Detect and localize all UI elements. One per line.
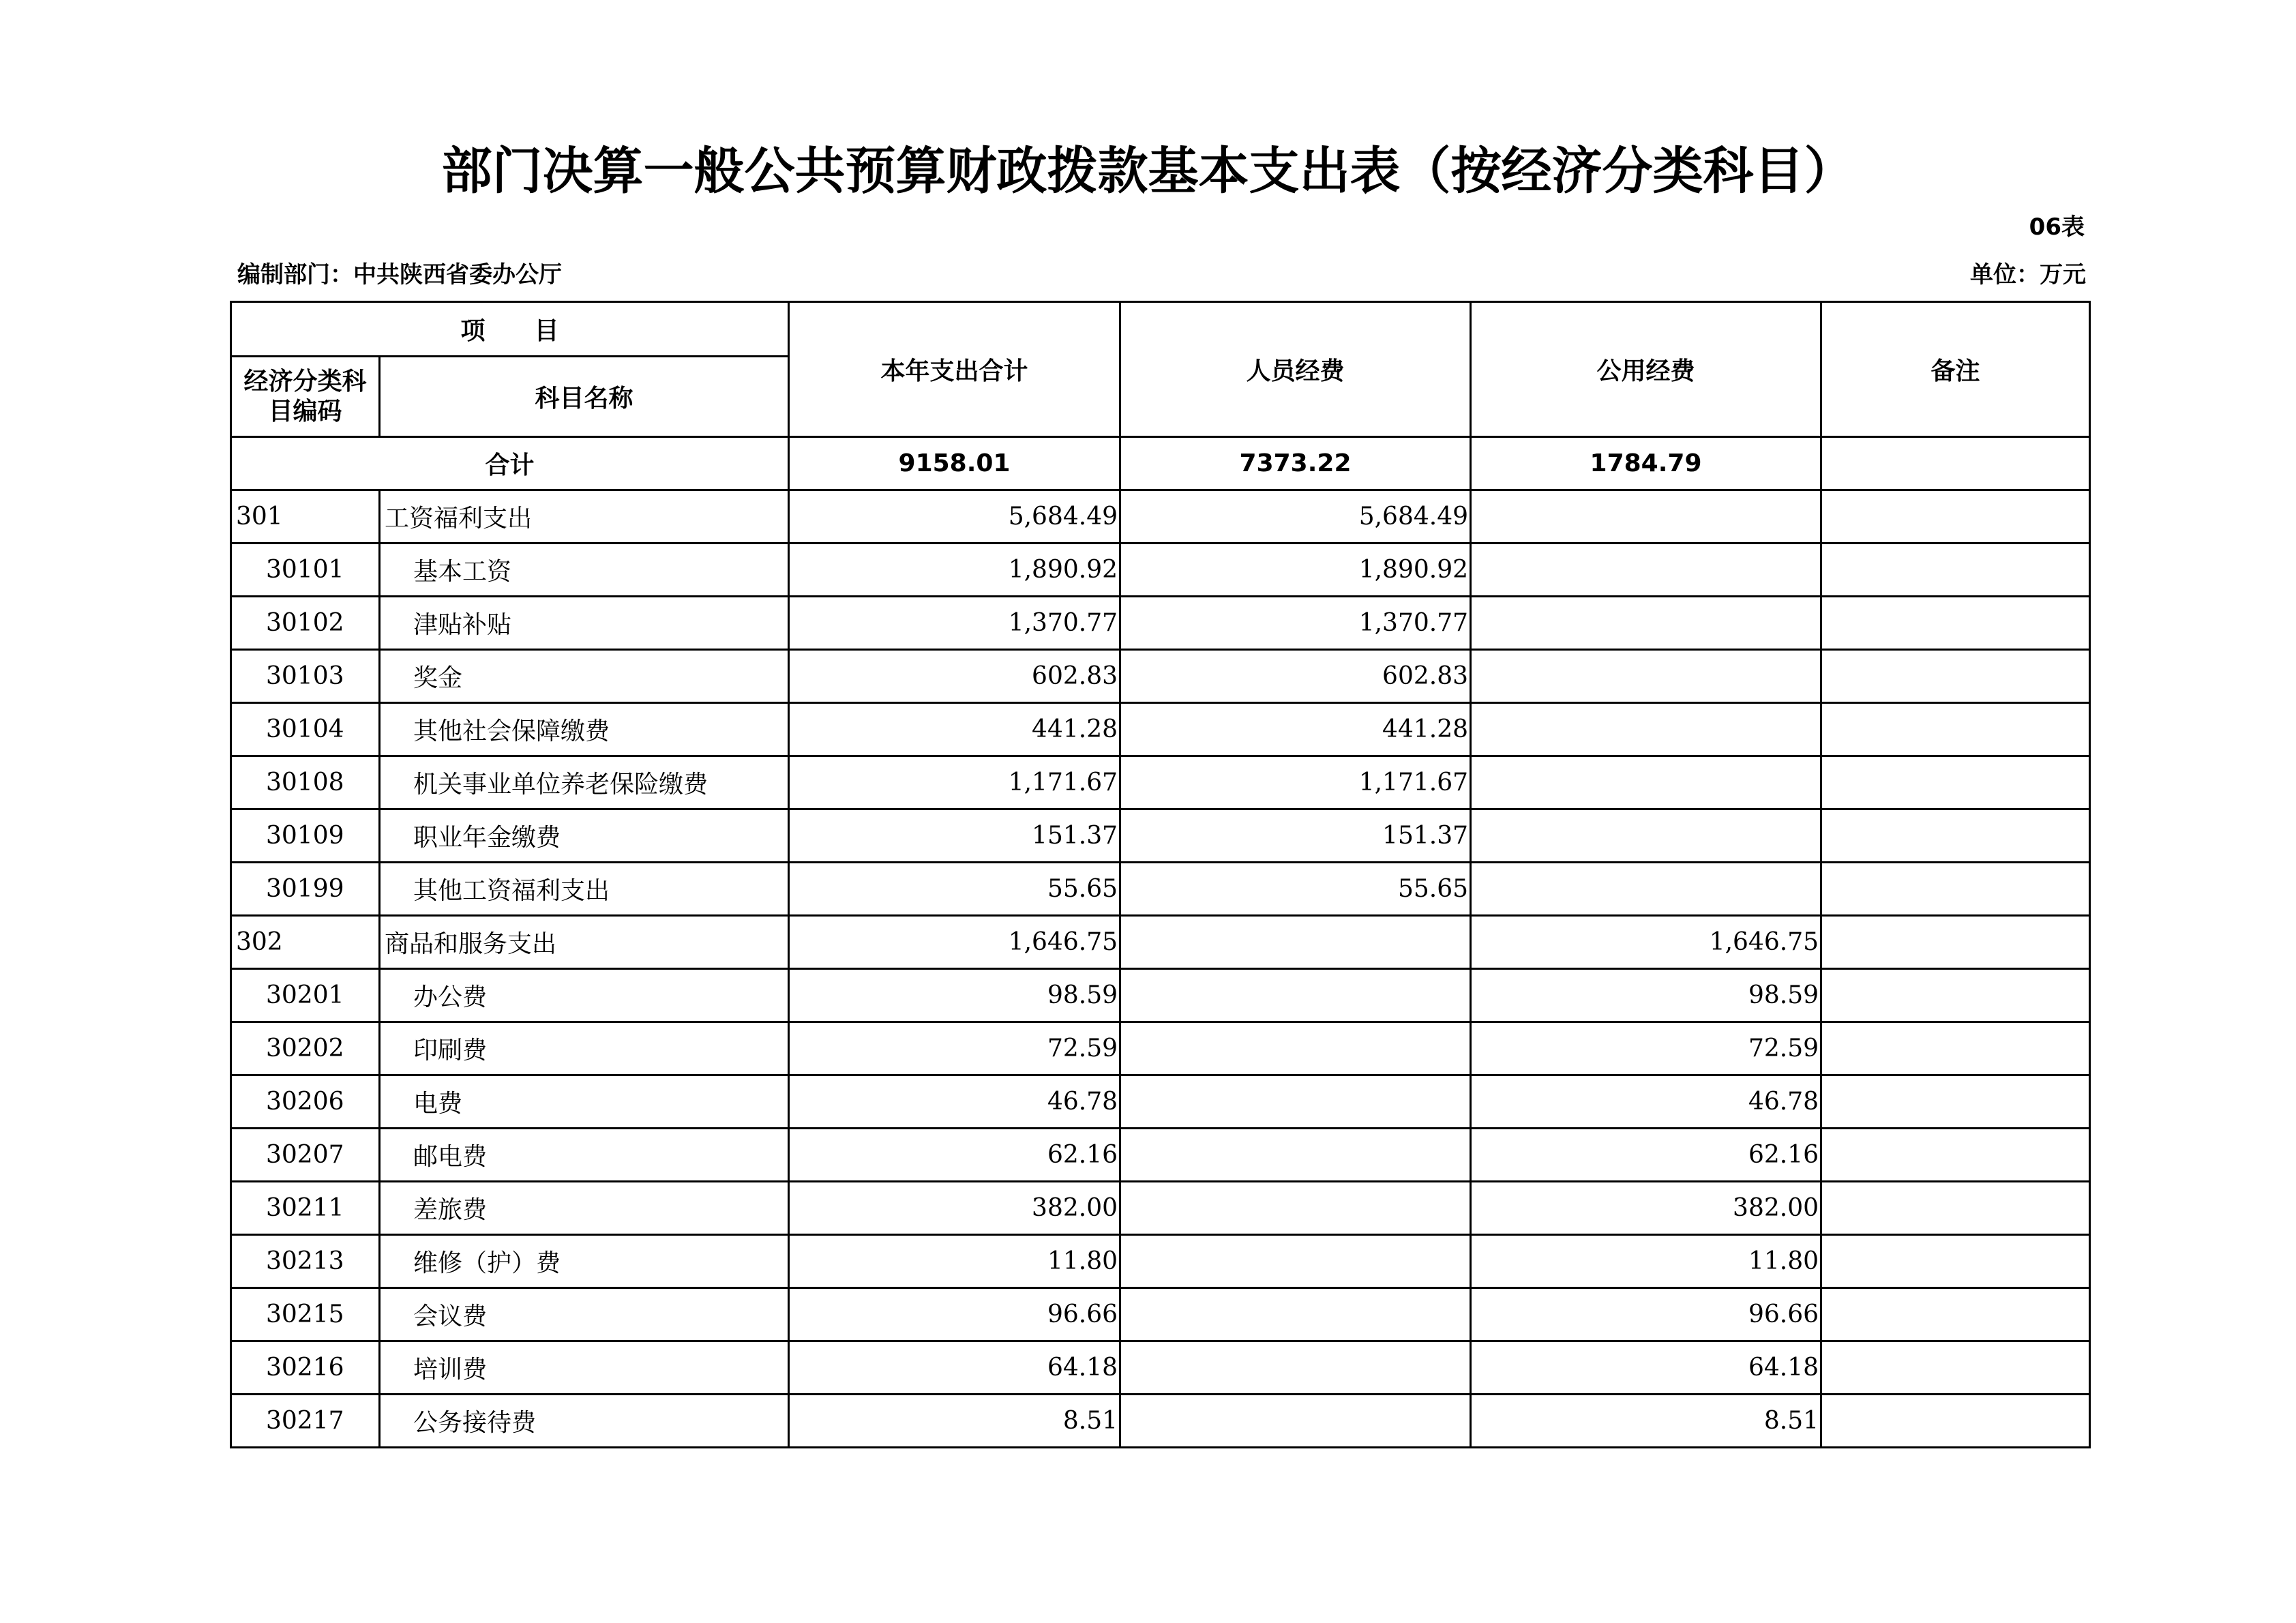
row-code: 30108 — [231, 756, 380, 809]
row-code: 30202 — [231, 1022, 380, 1075]
row-total: 11.80 — [789, 1235, 1120, 1288]
row-code: 301 — [231, 490, 380, 544]
row-public: 64.18 — [1471, 1341, 1821, 1395]
row-public: 11.80 — [1471, 1235, 1821, 1288]
table-row — [231, 703, 2090, 756]
row-code: 30101 — [231, 544, 380, 597]
row-total: 46.78 — [789, 1075, 1120, 1129]
expenditure-table — [230, 301, 2091, 1448]
row-remark — [1821, 1341, 2090, 1395]
row-remark — [1821, 650, 2090, 703]
row-name: 其他社会保障缴费 — [380, 703, 789, 756]
table-row — [231, 863, 2090, 916]
row-personnel: 1,890.92 — [1120, 544, 1471, 597]
row-remark — [1821, 597, 2090, 650]
row-code: 30216 — [231, 1341, 380, 1395]
row-total: 64.18 — [789, 1341, 1120, 1395]
row-total: 8.51 — [789, 1395, 1120, 1448]
row-name: 电费 — [380, 1075, 789, 1129]
total-personnel: 7373.22 — [1120, 437, 1471, 490]
row-personnel — [1120, 1288, 1471, 1341]
row-public: 98.59 — [1471, 969, 1821, 1022]
row-public — [1471, 863, 1821, 916]
row-public: 46.78 — [1471, 1075, 1821, 1129]
row-personnel — [1120, 916, 1471, 969]
header-personnel: 人员经费 — [1120, 302, 1471, 437]
row-name: 职业年金缴费 — [380, 809, 789, 863]
table-row — [231, 1182, 2090, 1235]
row-total: 602.83 — [789, 650, 1120, 703]
row-code: 30206 — [231, 1075, 380, 1129]
row-total: 55.65 — [789, 863, 1120, 916]
row-name: 津贴补贴 — [380, 597, 789, 650]
row-remark — [1821, 1288, 2090, 1341]
table-row — [231, 1075, 2090, 1129]
row-public — [1471, 809, 1821, 863]
row-personnel — [1120, 1395, 1471, 1448]
row-name: 基本工资 — [380, 544, 789, 597]
row-name: 维修（护）费 — [380, 1235, 789, 1288]
table-row — [231, 597, 2090, 650]
table-row — [231, 1235, 2090, 1288]
row-public: 1,646.75 — [1471, 916, 1821, 969]
row-name: 培训费 — [380, 1341, 789, 1395]
row-total: 62.16 — [789, 1129, 1120, 1182]
total-row — [231, 437, 2090, 490]
total-label: 合计 — [231, 437, 789, 490]
row-personnel — [1120, 1022, 1471, 1075]
table-number: 06表 — [2029, 213, 2085, 241]
row-public — [1471, 650, 1821, 703]
row-name: 商品和服务支出 — [380, 916, 789, 969]
row-remark — [1821, 1129, 2090, 1182]
row-personnel: 5,684.49 — [1120, 490, 1471, 544]
table-row — [231, 544, 2090, 597]
row-code: 30211 — [231, 1182, 380, 1235]
row-personnel: 441.28 — [1120, 703, 1471, 756]
row-remark — [1821, 1395, 2090, 1448]
row-name: 工资福利支出 — [380, 490, 789, 544]
row-code: 30103 — [231, 650, 380, 703]
row-public — [1471, 544, 1821, 597]
header-project: 项 目 — [231, 302, 789, 357]
row-code: 30104 — [231, 703, 380, 756]
row-total: 1,171.67 — [789, 756, 1120, 809]
row-personnel: 602.83 — [1120, 650, 1471, 703]
table-row — [231, 1129, 2090, 1182]
row-personnel: 55.65 — [1120, 863, 1471, 916]
department-label: 编制部门：中共陕西省委办公厅 — [237, 261, 562, 288]
row-code: 302 — [231, 916, 380, 969]
total-public: 1784.79 — [1471, 437, 1821, 490]
row-total: 96.66 — [789, 1288, 1120, 1341]
table-row — [231, 756, 2090, 809]
row-remark — [1821, 1235, 2090, 1288]
table-row — [231, 916, 2090, 969]
row-public — [1471, 703, 1821, 756]
row-total: 1,370.77 — [789, 597, 1120, 650]
row-name: 奖金 — [380, 650, 789, 703]
table-row — [231, 1395, 2090, 1448]
row-personnel — [1120, 1341, 1471, 1395]
total-sum: 9158.01 — [789, 437, 1120, 490]
row-public: 62.16 — [1471, 1129, 1821, 1182]
row-personnel: 1,370.77 — [1120, 597, 1471, 650]
table-row — [231, 490, 2090, 544]
unit-label: 单位：万元 — [1970, 261, 2086, 288]
row-remark — [1821, 863, 2090, 916]
row-personnel — [1120, 1235, 1471, 1288]
row-code: 30201 — [231, 969, 380, 1022]
row-name: 印刷费 — [380, 1022, 789, 1075]
row-total: 1,890.92 — [789, 544, 1120, 597]
row-code: 30199 — [231, 863, 380, 916]
row-name: 其他工资福利支出 — [380, 863, 789, 916]
row-code: 30102 — [231, 597, 380, 650]
row-code: 30207 — [231, 1129, 380, 1182]
row-name: 机关事业单位养老保险缴费 — [380, 756, 789, 809]
row-remark — [1821, 490, 2090, 544]
row-code: 30215 — [231, 1288, 380, 1341]
row-personnel — [1120, 969, 1471, 1022]
row-name: 邮电费 — [380, 1129, 789, 1182]
row-total: 441.28 — [789, 703, 1120, 756]
header-code: 经济分类科目编码 — [231, 357, 380, 437]
row-name: 会议费 — [380, 1288, 789, 1341]
row-public: 96.66 — [1471, 1288, 1821, 1341]
row-remark — [1821, 703, 2090, 756]
table-row — [231, 1341, 2090, 1395]
header-name: 科目名称 — [380, 357, 789, 437]
row-remark — [1821, 809, 2090, 863]
row-personnel — [1120, 1075, 1471, 1129]
row-code: 30213 — [231, 1235, 380, 1288]
header-remark: 备注 — [1821, 302, 2090, 437]
table-row — [231, 809, 2090, 863]
row-personnel: 151.37 — [1120, 809, 1471, 863]
row-total: 382.00 — [789, 1182, 1120, 1235]
page-title: 部门决算一般公共预算财政拨款基本支出表（按经济分类科目） — [441, 142, 1855, 200]
row-public — [1471, 597, 1821, 650]
row-public: 382.00 — [1471, 1182, 1821, 1235]
table-row — [231, 1288, 2090, 1341]
row-public — [1471, 756, 1821, 809]
total-remark — [1821, 437, 2090, 490]
row-total: 151.37 — [789, 809, 1120, 863]
row-name: 办公费 — [380, 969, 789, 1022]
row-code: 30109 — [231, 809, 380, 863]
row-public: 8.51 — [1471, 1395, 1821, 1448]
row-total: 72.59 — [789, 1022, 1120, 1075]
row-remark — [1821, 544, 2090, 597]
row-public: 72.59 — [1471, 1022, 1821, 1075]
row-name: 公务接待费 — [380, 1395, 789, 1448]
row-code: 30217 — [231, 1395, 380, 1448]
row-personnel — [1120, 1182, 1471, 1235]
header-public: 公用经费 — [1471, 302, 1821, 437]
table-row — [231, 969, 2090, 1022]
row-personnel: 1,171.67 — [1120, 756, 1471, 809]
table-row — [231, 1022, 2090, 1075]
row-remark — [1821, 1075, 2090, 1129]
header-total: 本年支出合计 — [789, 302, 1120, 437]
row-remark — [1821, 756, 2090, 809]
row-total: 1,646.75 — [789, 916, 1120, 969]
row-personnel — [1120, 1129, 1471, 1182]
row-name: 差旅费 — [380, 1182, 789, 1235]
row-total: 5,684.49 — [789, 490, 1120, 544]
row-remark — [1821, 969, 2090, 1022]
row-remark — [1821, 1182, 2090, 1235]
row-total: 98.59 — [789, 969, 1120, 1022]
row-remark — [1821, 1022, 2090, 1075]
row-public — [1471, 490, 1821, 544]
row-remark — [1821, 916, 2090, 969]
table-row — [231, 650, 2090, 703]
